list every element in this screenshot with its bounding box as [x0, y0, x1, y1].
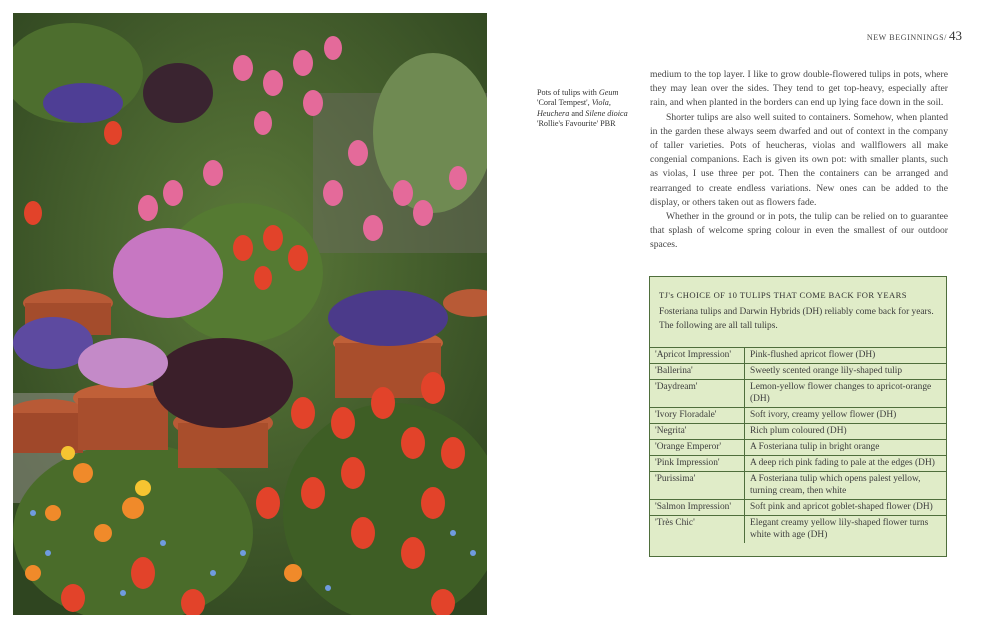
body-paragraph: Shorter tulips are also well suited to containers. Somehow, when planted in the garden these always seem dwarfed and out of context in the company of taller varieties. Pots of heucheras, violas and wallflowers all make congenial companions. Each is given its own pot: with smaller plants, such as violas, I use three per pot. Then the containers can be arranged and rearranged to create endless variations. New ones can be added to the display, or others taken out as flowers fade.	[650, 111, 948, 208]
running-header	[867, 28, 962, 44]
table-row	[650, 424, 946, 440]
tulip-name: 'Salmon Impression'	[650, 500, 745, 516]
tulip-description: A Fosteriana tulip which opens palest yellow, turning cream, then white	[745, 472, 947, 500]
tulip-description: Rich plum coloured (DH)	[745, 424, 947, 440]
box-title: TJ's CHOICE OF 10 TULIPS THAT COME BACK FOR YEARS	[659, 290, 907, 300]
caption-text: 'Coral Tempest',	[537, 98, 592, 108]
body-paragraph: medium to the top layer. I like to grow double-flowered tulips in pots, where they may lean over the sides. They tend to get top-heavy, especially after rain, and when planted in the borders can end up lying face down in the soil.	[650, 69, 948, 109]
tulip-description: Elegant creamy yellow lily-shaped flower turns white with age (DH)	[745, 516, 947, 544]
tulip-description: Pink-flushed apricot flower (DH)	[745, 348, 947, 364]
caption-italic: Silene dioica	[585, 108, 628, 118]
tulip-name: 'Negrita'	[650, 424, 745, 440]
tulip-description: A deep rich pink fading to pale at the edges (DH)	[745, 456, 947, 472]
page-number: 43	[949, 28, 962, 43]
tulip-description: Soft ivory, creamy yellow flower (DH)	[745, 408, 947, 424]
header-separator: /	[944, 33, 947, 42]
tulip-name: 'Très Chic'	[650, 516, 745, 544]
caption-italic: Viola	[591, 98, 609, 108]
table-row	[650, 500, 946, 516]
table-row	[650, 440, 946, 456]
photo-caption	[537, 88, 637, 130]
tulip-name: 'Purissima'	[650, 472, 745, 500]
table-row	[650, 472, 946, 500]
tulip-description: Lemon-yellow flower changes to apricot-orange (DH)	[745, 380, 947, 408]
tulip-choice-box	[649, 276, 947, 557]
tulip-description: Sweetly scented orange lily-shaped tulip	[745, 364, 947, 380]
caption-italic: Heuchera	[537, 108, 570, 118]
tulip-name: 'Pink Impression'	[650, 456, 745, 472]
section-title: NEW BEGINNINGS	[866, 33, 945, 42]
tulip-name: 'Orange Emperor'	[650, 440, 745, 456]
table-row	[650, 364, 946, 380]
table-row	[650, 516, 946, 544]
tulip-description: Soft pink and apricot goblet-shaped flower (DH)	[745, 500, 947, 516]
tulip-name: 'Apricot Impression'	[650, 348, 745, 364]
tulip-table	[650, 347, 946, 543]
caption-text: Pots of tulips with	[537, 88, 599, 97]
table-row	[650, 408, 946, 424]
tulip-name: 'Ivory Floradale'	[650, 408, 745, 424]
caption-text: 'Rollie's Favourite' PBR	[537, 119, 616, 129]
table-row	[650, 380, 946, 408]
tulip-name: 'Daydream'	[650, 380, 745, 408]
caption-italic: Geum	[598, 88, 619, 97]
caption-text: ,	[608, 98, 611, 108]
tulip-description: A Fosteriana tulip in bright orange	[745, 440, 947, 456]
caption-text: and	[569, 108, 586, 118]
tulip-pots-photo	[13, 13, 487, 615]
box-intro: Fosteriana tulips and Darwin Hybrids (DH) reliably come back for years. The following are all tall tulips.	[659, 307, 934, 331]
table-row	[650, 348, 946, 364]
body-text	[650, 68, 948, 253]
body-paragraph: Whether in the ground or in pots, the tulip can be relied on to guarantee that splash of welcome spring colour in even the smallest of our outdoor spaces.	[650, 211, 948, 251]
table-row	[650, 456, 946, 472]
tulip-name: 'Ballerina'	[650, 364, 745, 380]
